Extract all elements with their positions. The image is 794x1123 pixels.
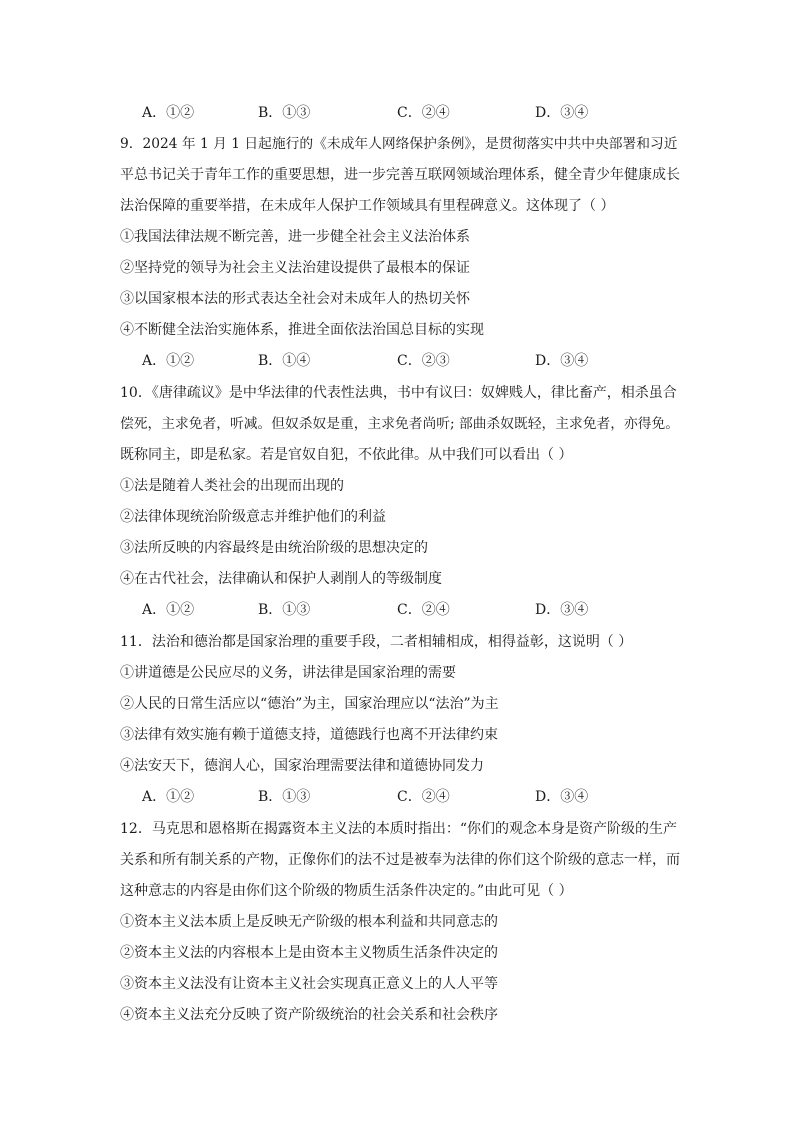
option-c: C．②④ xyxy=(397,789,450,805)
option-a: A．①② xyxy=(142,602,195,618)
question-9-stem-line-3: 法治保障的重要举措，在未成年人保护工作领域具有里程碑意义。这体现了（ ） xyxy=(120,198,615,214)
question-12-stem-line-2: 关系和所有制关系的产物，正像你们的法不过是被奉为法律的你们这个阶级的意志一样，而 xyxy=(120,852,680,868)
question-9-stem-line-2: 平总书记关于青年工作的重要思想，进一步完善互联网领域治理体系，健全青少年健康成长 xyxy=(120,167,680,183)
question-12-stem-line-1: 12．马克思和恩格斯在揭露资本主义法的本质时指出：“你们的观念本身是资产阶级的生产 xyxy=(120,821,677,837)
option-c: C．②④ xyxy=(397,105,450,121)
question-11-stem-line-1: 11．法治和德治都是国家治理的重要手段，二者相辅相成，相得益彰，这说明（ ） xyxy=(120,634,633,650)
question-12-item-2: ②资本主义法的内容根本上是由资本主义物质生活条件决定的 xyxy=(120,945,498,961)
options-row-top xyxy=(142,103,662,123)
question-10-stem-line-3: 既称同主，即是私家。若是官奴自犯，不依此律。从中我们可以看出（ ） xyxy=(120,447,573,463)
option-c: C．②③ xyxy=(397,353,450,369)
question-10-item-1: ①法是随着人类社会的出现而出现的 xyxy=(120,478,344,494)
option-b: B．①③ xyxy=(258,105,311,121)
question-10-item-3: ③法所反映的内容最终是由统治阶级的思想决定的 xyxy=(120,540,428,556)
question-10-item-2: ②法律体现统治阶级意志并维护他们的利益 xyxy=(120,509,386,525)
option-b: B．①③ xyxy=(258,602,311,618)
question-9-stem-line-1: 9．2024 年 1 月 1 日起施行的《未成年人网络保护条例》，是贯彻落实中共中央部署和习近 xyxy=(120,136,678,152)
question-11-item-3: ③法律有效实施有赖于道德支持，道德践行也离不开法律约束 xyxy=(120,727,498,743)
question-11-item-2: ②人民的日常生活应以“德治”为主，国家治理应以“法治”为主 xyxy=(120,696,499,712)
option-c: C．②④ xyxy=(397,602,450,618)
question-9-item-2: ②坚持党的领导为社会主义法治建设提供了最根本的保证 xyxy=(120,260,470,276)
option-d: D．③④ xyxy=(535,602,589,618)
question-12-stem-line-3: 这种意志的内容是由你们这个阶级的物质生活条件决定的。”由此可见（ ） xyxy=(120,883,573,899)
question-10-item-4: ④在古代社会，法律确认和保护人剥削人的等级制度 xyxy=(120,571,442,587)
question-9-item-3: ③以国家根本法的形式表达全社会对未成年人的热切关怀 xyxy=(120,291,470,307)
question-9-options xyxy=(142,351,662,371)
question-9-item-1: ①我国法律法规不断完善，进一步健全社会主义法治体系 xyxy=(120,229,470,245)
option-d: D．③④ xyxy=(535,105,589,121)
question-12-item-4: ④资本主义法充分反映了资产阶级统治的社会关系和社会秩序 xyxy=(120,1007,498,1023)
question-12-item-1: ①资本主义法本质上是反映无产阶级的根本利益和共同意志的 xyxy=(120,914,498,930)
question-9-item-4: ④不断健全法治实施体系，推进全面依法治国总目标的实现 xyxy=(120,322,484,338)
option-d: D．③④ xyxy=(535,789,589,805)
question-11-item-4: ④法安天下，德润人心，国家治理需要法律和道德协同发力 xyxy=(120,758,484,774)
question-12-item-3: ③资本主义法没有让资本主义社会实现真正意义上的人人平等 xyxy=(120,976,498,992)
option-a: A．①② xyxy=(142,105,195,121)
option-d: D．③④ xyxy=(535,353,589,369)
question-10-stem-line-1: 10．《唐律疏议》是中华法律的代表性法典，书中有议曰：奴婢贱人，律比畜产，相杀虽合 xyxy=(120,385,677,401)
question-11-item-1: ①讲道德是公民应尽的义务，讲法律是国家治理的需要 xyxy=(120,665,456,681)
question-10-options xyxy=(142,600,662,620)
option-b: B．①④ xyxy=(258,353,311,369)
question-11-options xyxy=(142,787,662,807)
question-10-stem-line-2: 偿死，主求免者，听减。但奴杀奴是重，主求免者尚听; 部曲杀奴既轻，主求免者，亦得免。 xyxy=(120,416,680,432)
option-b: B．①③ xyxy=(258,789,311,805)
option-a: A．①② xyxy=(142,353,195,369)
option-a: A．①② xyxy=(142,789,195,805)
